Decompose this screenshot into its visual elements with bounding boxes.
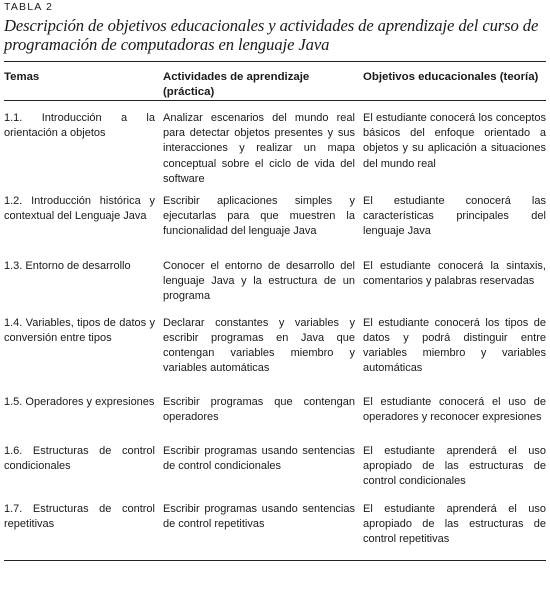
header-objetivos: Objetivos educacionales (teoría)	[363, 71, 539, 83]
table-row	[4, 316, 546, 395]
cell-objetivo: El estudiante conocerá el uso de operadores y reconocer expresiones	[363, 395, 546, 423]
cell-tema: 1.4. Variables, tipos de datos y conversión entre tipos	[4, 316, 155, 344]
cell-actividad: Analizar escenarios del mundo real para detectar objetos presentes y sus interacciones y realizar un mapa conceptual sobre el ciclo de vida del software	[163, 112, 355, 185]
table-row	[4, 101, 546, 194]
objectives-table	[4, 62, 546, 560]
cell-actividad: Declarar constantes y variables y escribir programas en Java que contengan variables miembro y variables automáticas	[163, 316, 355, 375]
cell-objetivo: El estudiante aprenderá el uso apropiado de las estructuras de control repetitivas	[363, 502, 546, 545]
cell-objetivo: El estudiante aprenderá el uso apropiado de las estructuras de control condicionales	[363, 444, 546, 487]
table-row	[4, 259, 546, 316]
header-temas: Temas	[4, 71, 40, 83]
bottom-rule	[4, 560, 546, 561]
cell-objetivo: El estudiante conocerá la sintaxis, comentarios y palabras reservadas	[363, 259, 546, 287]
cell-actividad: Escribir programas usando sentencias de control repetitivas	[163, 502, 355, 530]
table-row	[4, 502, 546, 560]
cell-tema: 1.6. Estructuras de control condicionales	[4, 444, 155, 472]
table-row	[4, 194, 546, 259]
cell-actividad: Conocer el entorno de desarrollo del lenguaje Java y la estructura de un programa	[163, 259, 355, 302]
cell-objetivo: El estudiante conocerá los conceptos básicos del enfoque orientado a objetos y su aplicación a situaciones del mundo real	[363, 112, 546, 170]
table-caption: Descripción de objetivos educacionales y actividades de aprendizaje del curso de programación de computadoras en lenguaje Java	[4, 16, 539, 54]
cell-actividad: Escribir programas que contengan operadores	[163, 395, 355, 423]
header-row	[4, 62, 546, 101]
cell-objetivo: El estudiante conocerá las características principales del lenguaje Java	[363, 194, 546, 237]
header-actividades: Actividades de aprendizaje (práctica)	[163, 71, 310, 98]
table-row	[4, 395, 546, 438]
cell-tema: 1.3. Entorno de desarrollo	[4, 259, 131, 272]
cell-tema: 1.5. Operadores y expresiones	[4, 395, 155, 408]
cell-actividad: Escribir programas usando sentencias de control condicionales	[163, 444, 355, 472]
table-row	[4, 438, 546, 502]
cell-tema: 1.7. Estructuras de control repetitivas	[4, 502, 155, 530]
cell-objetivo: El estudiante conocerá los tipos de datos y podrá distinguir entre variables miembro y variables automáticas	[363, 316, 546, 375]
cell-actividad: Escribir aplicaciones simples y ejecutarlas para que muestren la funcionalidad del lenguaje Java	[163, 194, 355, 237]
cell-tema: 1.2. Introducción histórica y contextual del Lenguaje Java	[4, 194, 155, 222]
cell-tema: 1.1. Introducción a la orientación a objetos	[4, 112, 155, 140]
table-label: TABLA 2	[4, 1, 54, 13]
